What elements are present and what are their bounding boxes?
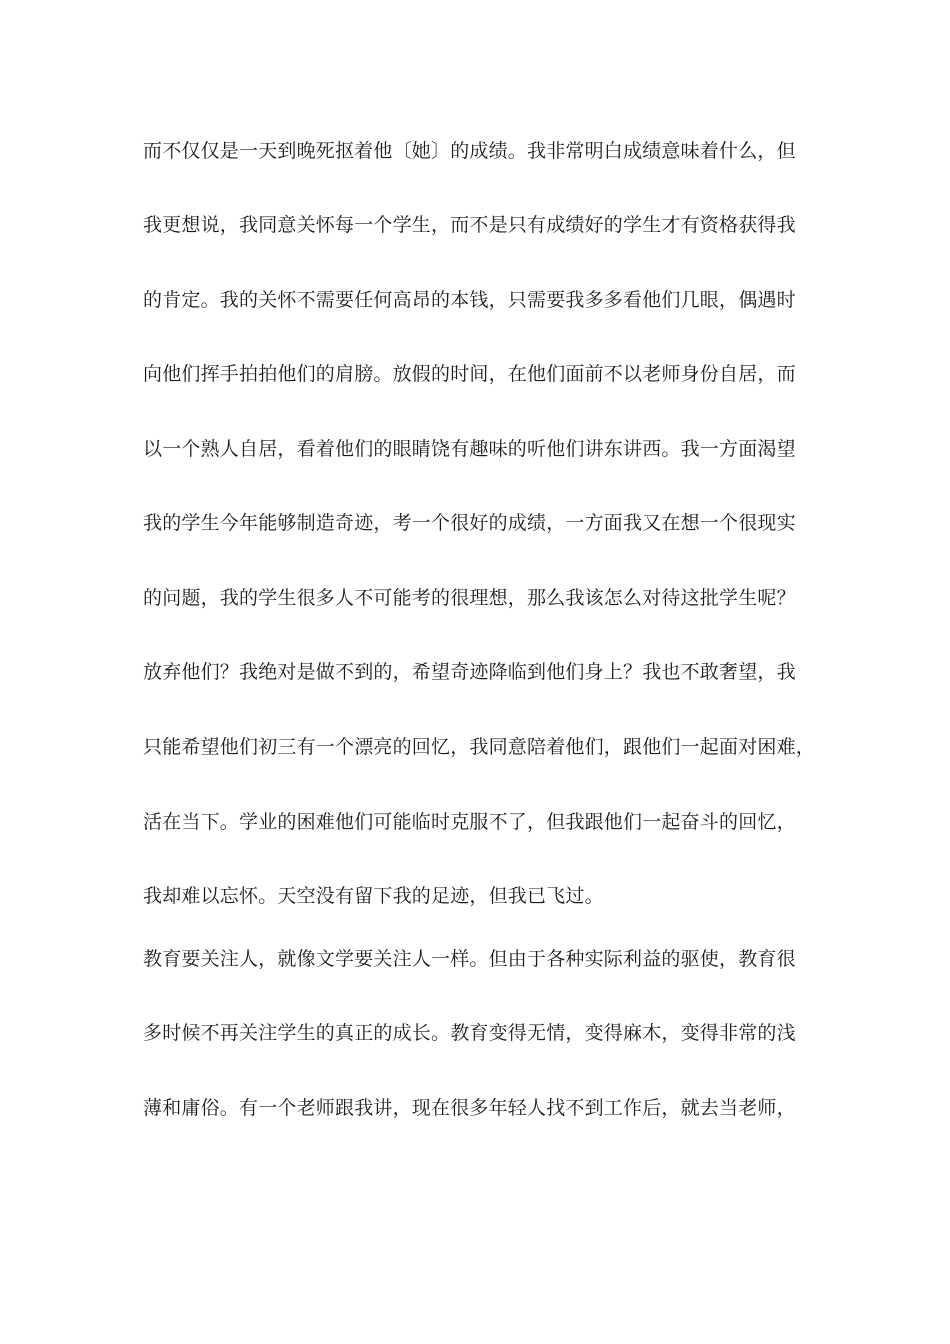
paragraph-1-line-11: 我却难以忘怀。天空没有留下我的足迹，但我已飞过。 bbox=[143, 885, 604, 907]
paragraph-1-line-1: 而不仅仅是一天到晚死抠着他〔她〕的成绩。我非常明白成绩意味着什么，但 bbox=[143, 140, 796, 162]
paragraph-2-line-3: 薄和庸俗。有一个老师跟我讲，现在很多年轻人找不到工作后，就去当老师， bbox=[143, 1097, 796, 1119]
paragraph-1-line-4: 向他们挥手拍拍他们的肩膀。放假的时间，在他们面前不以老师身份自居，而 bbox=[143, 363, 796, 385]
paragraph-1-line-8: 放弃他们？我绝对是做不到的，希望奇迹降临到他们身上？我也不敢奢望，我 bbox=[143, 661, 796, 683]
paragraph-2-line-1: 教育要关注人，就像文学要关注人一样。但由于各种实际利益的驱使，教育很 bbox=[143, 948, 796, 970]
paragraph-1-line-5: 以一个熟人自居，看着他们的眼睛饶有趣味的听他们讲东讲西。我一方面渴望 bbox=[143, 438, 796, 460]
paragraph-1-line-2: 我更想说，我同意关怀每一个学生，而不是只有成绩好的学生才有资格获得我 bbox=[143, 214, 796, 236]
paragraph-1-line-7: 的问题，我的学生很多人不可能考的很理想，那么我该怎么对待这批学生呢？ bbox=[143, 587, 796, 609]
paragraph-2-line-2: 多时候不再关注学生的真正的成长。教育变得无情，变得麻木，变得非常的浅 bbox=[143, 1022, 796, 1044]
paragraph-1-line-3: 的肯定。我的关怀不需要任何高昂的本钱，只需要我多多看他们几眼，偶遇时 bbox=[143, 289, 796, 311]
paragraph-1-line-6: 我的学生今年能够制造奇迹，考一个很好的成绩，一方面我又在想一个很现实 bbox=[143, 512, 796, 534]
paragraph-1-line-9: 只能希望他们初三有一个漂亮的回忆，我同意陪着他们，跟他们一起面对困难， bbox=[143, 736, 816, 758]
paragraph-1-line-10: 活在当下。学业的困难他们可能临时克服不了，但我跟他们一起奋斗的回忆， bbox=[143, 811, 796, 833]
